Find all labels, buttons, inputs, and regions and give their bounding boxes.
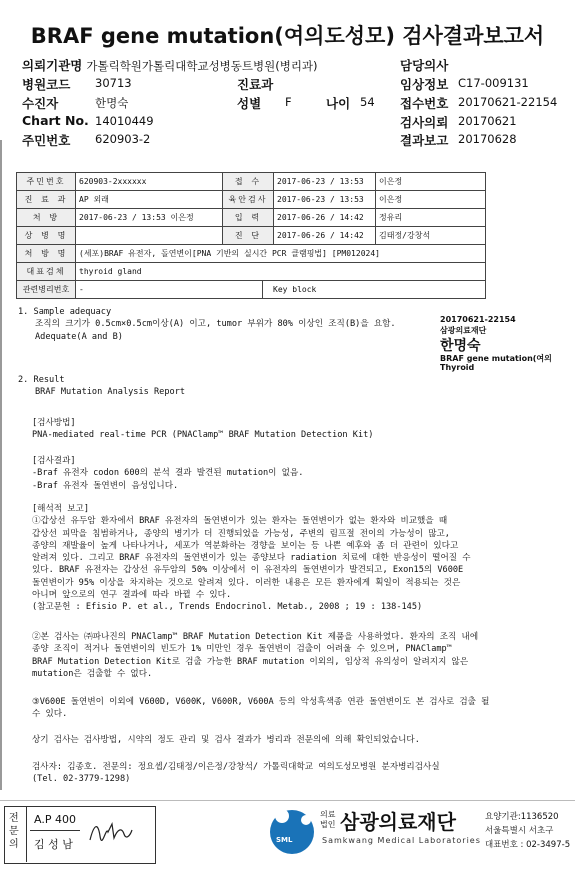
stamp-test-name: BRAF gene mutation(여의 [440,354,552,363]
table-label: 상 병 명 [17,227,76,245]
hospital-row [22,56,318,74]
chart-value: 14010449 [95,114,154,128]
body-line: ②본 검사는 ㈜파나진의 PNAClamp™ BRAF Mutation Detection Kit 제품을 사용하였다. 환자의 조직 내에 [32,632,479,642]
hospital-value: 가톨릭학원가톨릭대학교성병동트병원(병리과) [86,59,318,73]
examiner-line: 검사자: 김종호. 전문의: 정요셉/김태정/이은정/강창석/ 가톨릭대학교 여의도성모병원 분자병리검사실 [32,762,440,772]
section-heading: 1. Sample adequacy [18,307,112,317]
dept-label: 진료과 [237,77,274,92]
patient-label: 수진자 [22,96,59,111]
code-value: 30713 [95,76,132,90]
body-line: ①갑상선 유두암 환자에서 BRAF 유전자의 돌연변이가 있는 환자는 돌연변이가 없는 환자와 비교했을 때 [32,516,448,527]
age-label: 나이 [326,96,351,111]
request-date-value: 20170621 [458,114,517,128]
body-line: 돌연변이가 95% 이상을 차지하는 것으로 알려져 있다. 이러한 내용은 모든 환자에게 획일이 적용되는 것은 [32,577,461,588]
table-label: 진 료 과 [17,191,76,209]
table-label: 육안검사 [223,191,274,209]
table-label: 대표검체 [17,263,76,281]
sml-logo-text: SML [276,836,293,844]
table-label: 처 방 [17,209,76,227]
method-text: PNA-mediated real-time PCR (PNAClamp™ BRAF Mutation Detection Kit) [32,430,374,441]
body-line: 조직의 크기가 0.5cm×0.5cm이상(A) 이고, tumor 부위가 80% 이상인 조직(B)을 요함. [35,319,396,330]
body-line: Adequate(A and B) [35,331,123,342]
org-info-1: 요양기관:1136520 [485,812,559,822]
interpretation-block [32,503,471,614]
table-cell: 2017-06-23 / 13:53 [274,173,376,191]
report-date-label: 결과보고 [400,133,449,148]
table-cell: 2017-06-26 / 14:42 [274,209,376,227]
id-label: 주민번호 [22,133,71,148]
body-line: 알려져 있다. 그리고 BRAF 유전자의 돌연변이가 있는 종양보다 radiation 치료에 대한 반응성이 떨어질 수 [32,553,471,564]
table-cell: 이은정 [376,191,486,209]
body-line: 종양 조직이 적거나 돌연변이의 빈도가 1% 미만인 경우 돌연변이 검출이 어려울 수 있으며, PNAClamp™ [32,644,452,655]
body-line: 있다. BRAF 유전자는 갑상선 유두암의 50% 이상에서 이 유전자의 돌연변이가 발견되고, Exon15의 V600E [32,565,464,576]
doctor-underline [30,830,80,831]
result-line: -Braf 유전자 codon 600의 분석 결과 발견된 mutation이 없음. [32,468,304,479]
table-label: 처 방 명 [17,245,76,263]
code-label: 병원코드 [22,77,71,92]
org-english-name: Samkwang Medical Laboratories [322,836,481,845]
table-cell [76,227,223,245]
table-row [17,191,486,209]
body-line: 갑상선 피막을 침범하거나, 종양의 병기가 더 진행되었을 가능성, 주변의 림프절 전이의 가능성이 많고, [32,528,450,539]
body-line: BRAF Mutation Detection Kit로 검출 가능한 BRAF mutation 이외의, 임상적 유의성이 알려지지 않은 [32,656,469,667]
table-label: 관련병리번호 [17,281,76,299]
closing-statement: 상기 검사는 검사방법, 시약의 정도 관리 및 검사 결과가 병리과 전문의에 의해 확인되었습니다. [32,735,420,745]
order-table [16,244,486,299]
signature [86,818,136,848]
table-cell: 이은정 [376,173,486,191]
interpretation-p3 [32,696,489,721]
stamp-org: 삼광의료재단 [440,326,487,335]
report-date-value: 20170628 [458,132,517,146]
doctor-code: A.P 400 [34,813,76,826]
table-row [17,281,486,299]
org-prefix-2: 법인 [320,820,336,829]
table-cell: Key block [263,281,486,299]
interpretation-p1 [32,515,471,613]
receipt-value: 20170621-22154 [458,95,558,109]
sex-label: 성별 [237,96,262,111]
table-cell: AP 외래 [76,191,223,209]
section-heading: 2. Result [18,375,65,385]
org-prefix-1: 의료 [320,810,336,819]
table-row [17,263,486,281]
table-row [17,173,486,191]
table-row [17,227,486,245]
table-cell: (세포)BRAF 유전자, 돌연변이[PNA 기반의 실시간 PCR 클램핑법] [PM012024] [76,245,486,263]
request-table [16,172,486,245]
table-row [17,209,486,227]
table-label: 진 단 [223,227,274,245]
request-date-label: 검사의뢰 [400,115,449,130]
patient-value: 한명숙 [95,96,129,110]
table-label: 입 력 [223,209,274,227]
method-block [32,417,373,442]
section-sample-adequacy [18,306,396,343]
org-info-3: 대표번호 : 02-3497-5 [485,840,571,850]
id-value: 620903-2 [95,132,151,146]
age-value: 54 [360,95,375,109]
table-cell: 김태정/강창석 [376,227,486,245]
tel-line: (Tel. 02-3779-1298) [32,774,131,784]
result-line: -Braf 유전자 돌연변이 음성입니다. [32,480,179,491]
section-result [18,374,185,399]
chart-label: Chart No. [22,113,89,128]
table-cell: 2017-06-23 / 13:53 이은정 [76,209,223,227]
table-label: 주민번호 [17,173,76,191]
sml-logo-icon [268,808,316,856]
doctor-name: 김 성 남 [34,838,73,851]
method-heading: [검사방법] [32,418,76,428]
body-line: mutation은 검출할 수 없다. [32,668,153,679]
body-line: 수 있다. [32,709,68,720]
specialist-label: 전문의 [9,813,19,850]
table-cell: 정유리 [376,209,486,227]
result-heading: [검사결과] [32,456,76,466]
body-line: 아니며 앞으로의 연구 결과에 따라 바뀔 수 있다. [32,590,232,601]
body-line: BRAF Mutation Analysis Report [35,387,186,398]
body-line: ③V600E 돌연변이 이외에 V600D, V600K, V600R, V600A 등의 악성흑색종 연관 돌연변이도 본 검사로 검출 될 [32,697,490,707]
table-cell: 2017-06-23 / 13:53 [274,191,376,209]
org-prefix [320,810,335,830]
stamp-receipt-no: 20170621-22154 [440,315,516,324]
hospital-label: 의뢰기관명 [22,58,83,73]
footer-divider [0,800,575,801]
table-cell: 620903-2xxxxxx [76,173,223,191]
body-line: 종양의 재발율이 높게 나타나거나, 세포가 역분화하는 경향을 보이는 등 나쁜 예후와 좀 더 관련이 있다고 [32,540,459,551]
doctor-label: 담당의사 [400,58,449,73]
table-cell: - [76,281,263,299]
org-info-2: 서울특별시 서초구 [485,826,554,836]
table-cell: thyroid gland [76,263,486,281]
report-title: BRAF gene mutation(여의도성모) 검사결과보고서 [30,24,545,48]
table-row [17,245,486,263]
interpretation-heading: [해석적 보고] [32,504,90,514]
stamp-patient-name: 한명숙 [440,338,481,354]
interpretation-p2 [32,631,478,680]
org-name: 삼광의료재단 [340,810,456,834]
table-cell: 2017-06-26 / 14:42 [274,227,376,245]
clinical-value: C17-009131 [458,76,529,90]
sex-value: F [285,95,292,109]
clinical-label: 임상정보 [400,77,449,92]
receipt-label: 접수번호 [400,96,449,111]
stamp-specimen: Thyroid [440,363,475,372]
table-label: 접 수 [223,173,274,191]
result-block [32,455,303,492]
body-line: (참고문헌 : Efisio P. et al., Trends Endocrinol. Metab., 2008 ; 19 : 138-145) [32,602,423,613]
